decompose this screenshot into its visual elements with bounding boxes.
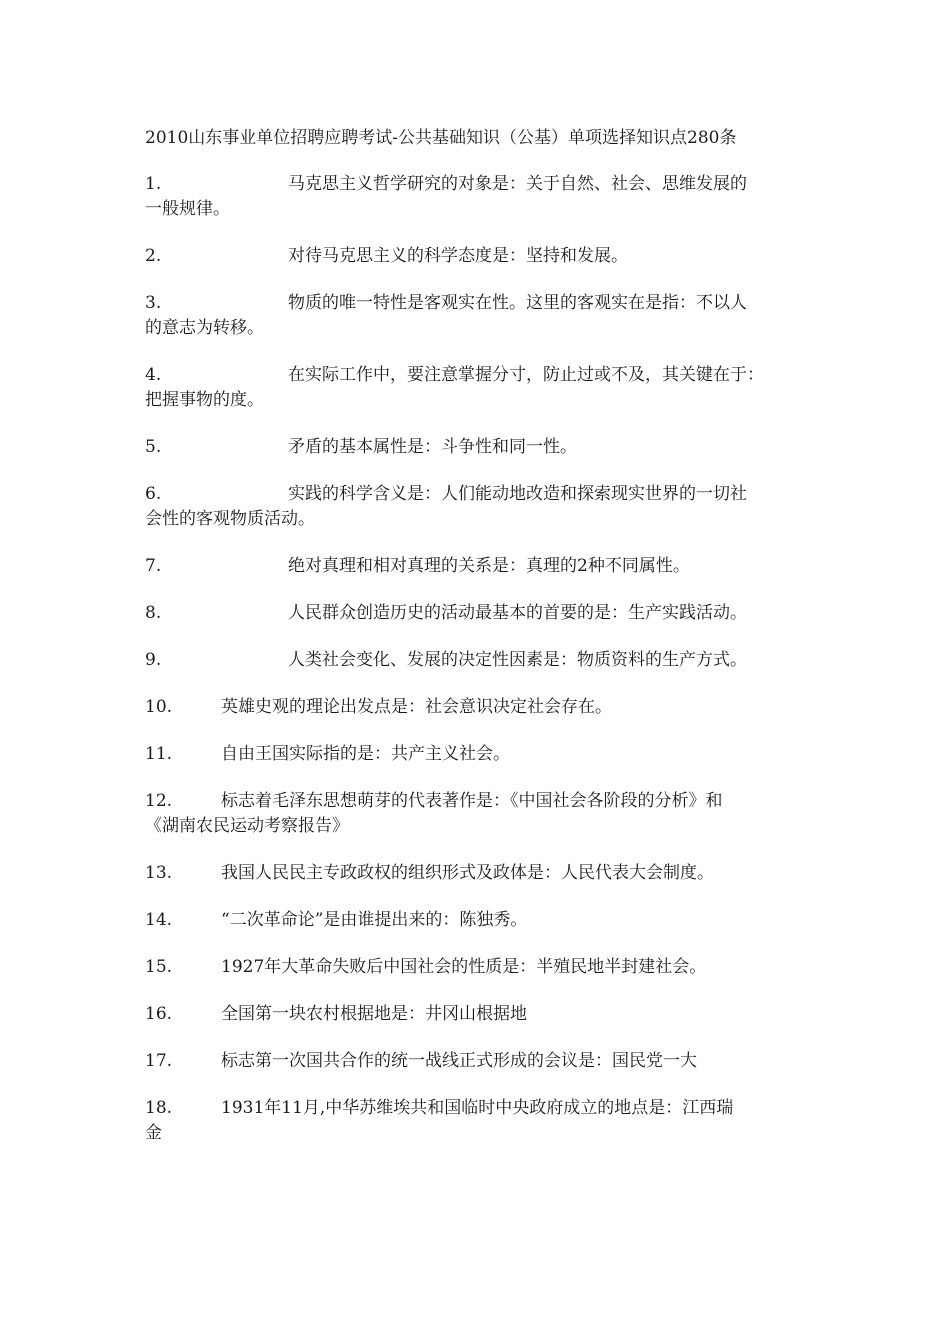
list-item: 8. 人民群众创造历史的活动最基本的首要的是：生产实践活动。	[145, 603, 747, 623]
list-item: 3. 物质的唯一特性是客观实在性。这里的客观实在是指：不以人 的意志为转移。	[145, 291, 815, 341]
item-text: 标志第一次国共合作的统一战线正式形成的会议是：国民党一大	[221, 1051, 697, 1071]
list-item: 6. 实践的科学含义是：人们能动地改造和探索现实世界的一切社 会性的客观物质活动。	[145, 482, 815, 532]
item-text: 英雄史观的理论出发点是：社会意识决定社会存在。	[221, 697, 612, 717]
item-text: 我国人民民主专政政权的组织形式及政体是：人民代表大会制度。	[221, 863, 714, 883]
item-text: 矛盾的基本属性是：斗争性和同一性。	[288, 437, 577, 457]
item-text: 人类社会变化、发展的决定性因素是：物质资料的生产方式。	[288, 650, 747, 670]
item-text: 自由王国实际指的是：共产主义社会。	[221, 744, 510, 764]
list-item: 12. 标志着毛泽东思想萌芽的代表著作是：《中国社会各阶段的分析》和 《湖南农民运动考察报告》	[145, 789, 815, 839]
item-text: 实践的科学含义是：人们能动地改造和探索现实世界的一切社	[288, 484, 747, 504]
list-item: 10. 英雄史观的理论出发点是：社会意识决定社会存在。	[145, 697, 612, 717]
list-item: 17. 标志第一次国共合作的统一战线正式形成的会议是：国民党一大	[145, 1051, 697, 1071]
list-item: 7. 绝对真理和相对真理的关系是：真理的2种不同属性。	[145, 556, 690, 576]
item-text: “二次革命论”是由谁提出来的：陈独秀。	[221, 910, 528, 930]
item-text: 对待马克思主义的科学态度是：坚持和发展。	[288, 246, 628, 266]
item-text: 1927年大革命失败后中国社会的性质是：半殖民地半封建社会。	[221, 957, 707, 977]
item-text-continued: 会性的客观物质活动。	[145, 509, 315, 529]
item-text-continued: 《湖南农民运动考察报告》	[145, 816, 349, 836]
item-text: 标志着毛泽东思想萌芽的代表著作是：《中国社会各阶段的分析》和	[221, 791, 723, 811]
item-text: 物质的唯一特性是客观实在性。这里的客观实在是指：不以人	[288, 293, 747, 313]
item-text: 全国第一块农村根据地是：井冈山根据地	[221, 1004, 527, 1024]
item-text: 马克思主义哲学研究的对象是：关于自然、社会、思维发展的	[288, 174, 747, 194]
list-item: 14. “二次革命论”是由谁提出来的：陈独秀。	[145, 910, 528, 930]
list-item: 1. 马克思主义哲学研究的对象是：关于自然、社会、思维发展的 一般规律。	[145, 172, 815, 222]
list-item: 13. 我国人民民主专政政权的组织形式及政体是：人民代表大会制度。	[145, 863, 714, 883]
item-text-continued: 一般规律。	[145, 199, 230, 219]
item-text: 人民群众创造历史的活动最基本的首要的是：生产实践活动。	[288, 603, 747, 623]
list-item: 18. 1931年11月,中华苏维埃共和国临时中央政府成立的地点是：江西瑞 金	[145, 1096, 815, 1146]
list-item: 15. 1927年大革命失败后中国社会的性质是：半殖民地半封建社会。	[145, 957, 707, 977]
document-title: 2010山东事业单位招聘应聘考试-公共基础知识（公基）单项选择知识点280条	[145, 128, 737, 148]
item-text-continued: 金	[145, 1123, 162, 1143]
list-item: 9. 人类社会变化、发展的决定性因素是：物质资料的生产方式。	[145, 650, 747, 670]
list-item: 4. 在实际工作中，要注意掌握分寸，防止过或不及，其关键在于： 把握事物的度。	[145, 363, 815, 413]
knowledge-point-list	[145, 172, 815, 1168]
list-item: 16. 全国第一块农村根据地是：井冈山根据地	[145, 1004, 527, 1024]
list-item: 11. 自由王国实际指的是：共产主义社会。	[145, 744, 510, 764]
item-text: 绝对真理和相对真理的关系是：真理的2种不同属性。	[288, 556, 690, 576]
item-text: 1931年11月,中华苏维埃共和国临时中央政府成立的地点是：江西瑞	[221, 1098, 734, 1118]
item-text-continued: 把握事物的度。	[145, 390, 264, 410]
item-text-continued: 的意志为转移。	[145, 318, 264, 338]
list-item: 2. 对待马克思主义的科学态度是：坚持和发展。	[145, 246, 628, 266]
list-item: 5. 矛盾的基本属性是：斗争性和同一性。	[145, 437, 577, 457]
item-text: 在实际工作中，要注意掌握分寸，防止过或不及，其关键在于：	[288, 365, 764, 385]
